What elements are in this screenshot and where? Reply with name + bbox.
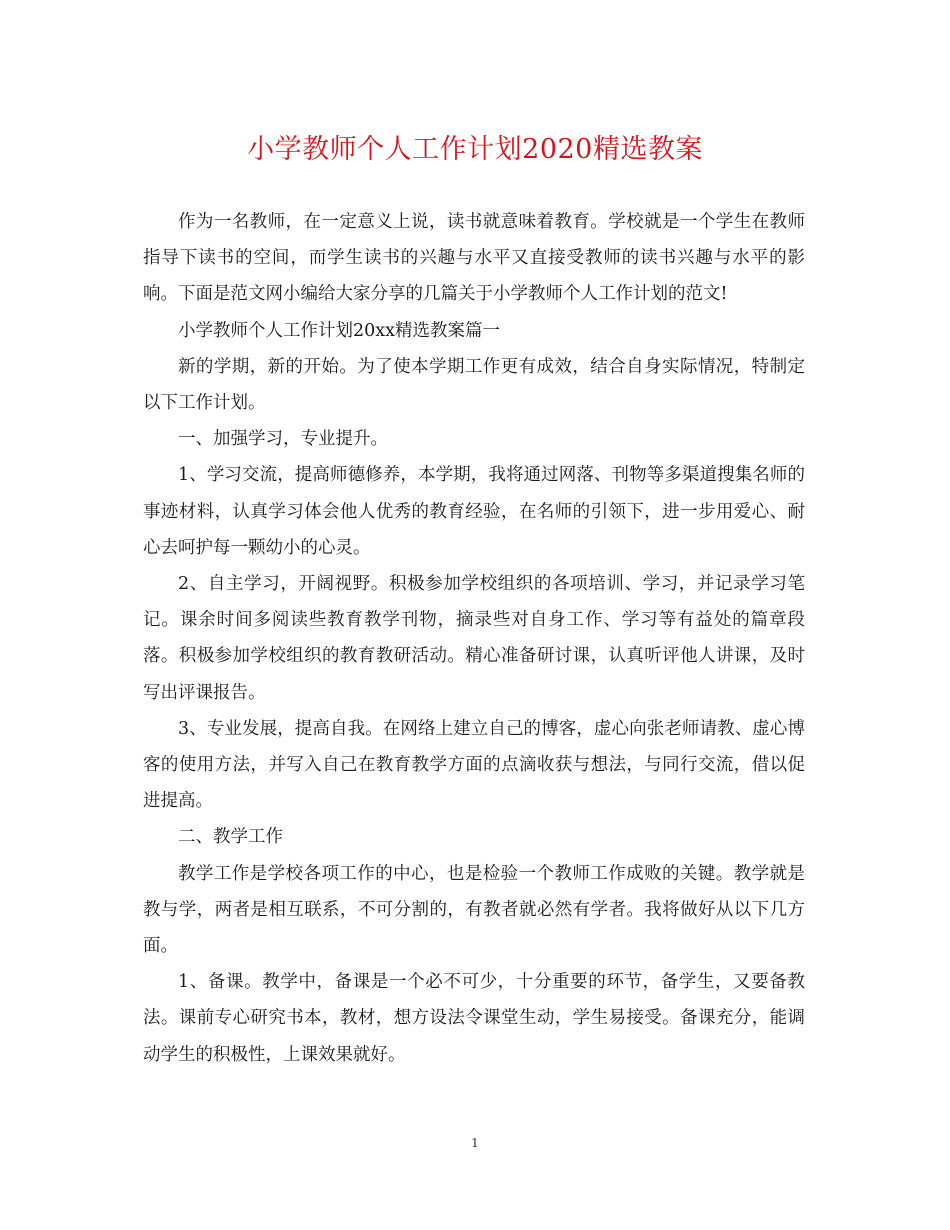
paragraph-item-development: 3、专业发展，提高自我。在网络上建立自己的博客，虚心向张老师请教、虚心博客的使用方法，并写入自己在教育教学方面的点滴收获与想法，与同行交流，借以促进提高。 (143, 718, 805, 812)
paragraph-new-semester: 新的学期，新的开始。为了使本学期工作更有成效，结合自身实际情况，特制定以下工作计划。 (143, 356, 805, 414)
paragraph-teaching-intro: 教学工作是学校各项工作的中心，也是检验一个教师工作成败的关键。教学就是教与学，两者是相互联系，不可分割的，有教者就必然有学者。我将做好从以下几方面。 (143, 863, 805, 957)
paragraph-item-self-study: 2、自主学习，开阔视野。积极参加学校组织的各项培训、学习，并记录学习笔记。课余时间多阅读些教育教学刊物，摘录些对自身工作、学习等有益处的篇章段落。积极参加学校组织的教育教研活动。精心准备研讨课，认真听评他人讲课，及时写出评课报告。 (143, 574, 805, 703)
page-number: 1 (471, 1136, 479, 1150)
paragraph-item-lesson-prep: 1、备课。教学中，备课是一个必不可少，十分重要的环节，备学生，又要备教法。课前专心研究书本，教材，想方设法令课堂生动，学生易接受。备课充分，能调动学生的积极性，上课效果就好。 (143, 972, 805, 1065)
paragraph-intro: 作为一名教师，在一定意义上说，读书就意味着教育。学校就是一个学生在教师指导下读书的空间，而学生读书的兴趣与水平又直接受教师的读书兴趣与水平的影响。下面是范文网小编给大家分享的几篇关于小学教师个人工作计划的范文! (143, 212, 805, 305)
paragraph-heading-study: 一、加强学习，专业提升。 (178, 429, 388, 450)
document-body (143, 204, 805, 1073)
paragraph-item-exchange: 1、学习交流，提高师德修养，本学期，我将通过网落、刊物等多渠道搜集名师的事迹材料，认真学习体会他人优秀的教育经验，在名师的引领下，进一步用爱心、耐心去呵护每一颗幼小的心灵。 (143, 465, 805, 558)
paragraph-heading-teaching: 二、教学工作 (178, 827, 283, 848)
document-title: 小学教师个人工作计划2020精选教案 (247, 134, 703, 165)
paragraph-section-heading: 小学教师个人工作计划20xx精选教案篇一 (178, 320, 501, 341)
